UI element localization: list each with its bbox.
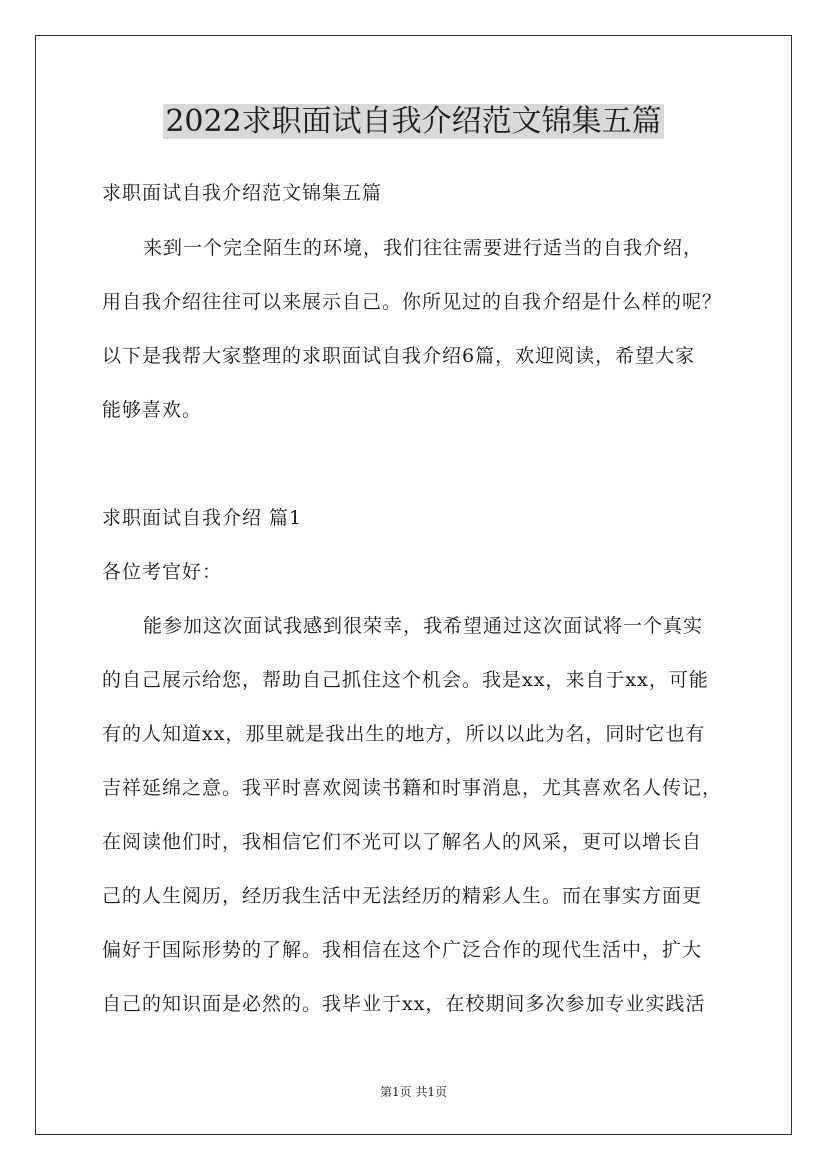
document-subtitle: 求职面试自我介绍范文锦集五篇 [102, 182, 383, 204]
intro-line-1: 来到一个完全陌生的环境，我们往往需要进行适当的自我介绍， [143, 237, 704, 259]
intro-line-4: 能够喜欢。 [102, 399, 203, 421]
greeting: 各位考官好： [102, 561, 223, 583]
section-heading: 求职面试自我介绍 篇1 [102, 507, 303, 529]
page-footer: 第1页 共1页 [379, 1085, 448, 1099]
document-title: 2022求职面试自我介绍范文锦集五篇 [165, 104, 662, 139]
body-line-5: 在阅读他们时，我相信它们不光可以了解名人的风采，更可以增长自 [102, 831, 703, 853]
body-line-2: 的自己展示给您，帮助自己抓住这个机会。我是xx，来自于xx，可能 [102, 669, 709, 691]
body-line-1: 能参加这次面试我感到很荣幸，我希望通过这次面试将一个真实 [143, 615, 704, 637]
body-line-4: 吉祥延绵之意。我平时喜欢阅读书籍和时事消息，尤其喜欢名人传记， [102, 777, 723, 799]
body-line-3: 有的人知道xx，那里就是我出生的地方，所以以此为名，同时它也有 [102, 723, 706, 745]
intro-line-2: 用自我介绍往往可以来展示自己。你所见过的自我介绍是什么样的呢？ [102, 291, 723, 313]
body-line-6: 己的人生阅历，经历我生活中无法经历的精彩人生。而在事实方面更 [102, 885, 703, 907]
body-line-7: 偏好于国际形势的了解。我相信在这个广泛合作的现代生活中，扩大 [102, 939, 703, 961]
body-line-8: 自己的知识面是必然的。我毕业于xx，在校期间多次参加专业实践活 [102, 993, 706, 1015]
intro-line-3: 以下是我帮大家整理的求职面试自我介绍6篇，欢迎阅读，希望大家 [102, 345, 696, 367]
